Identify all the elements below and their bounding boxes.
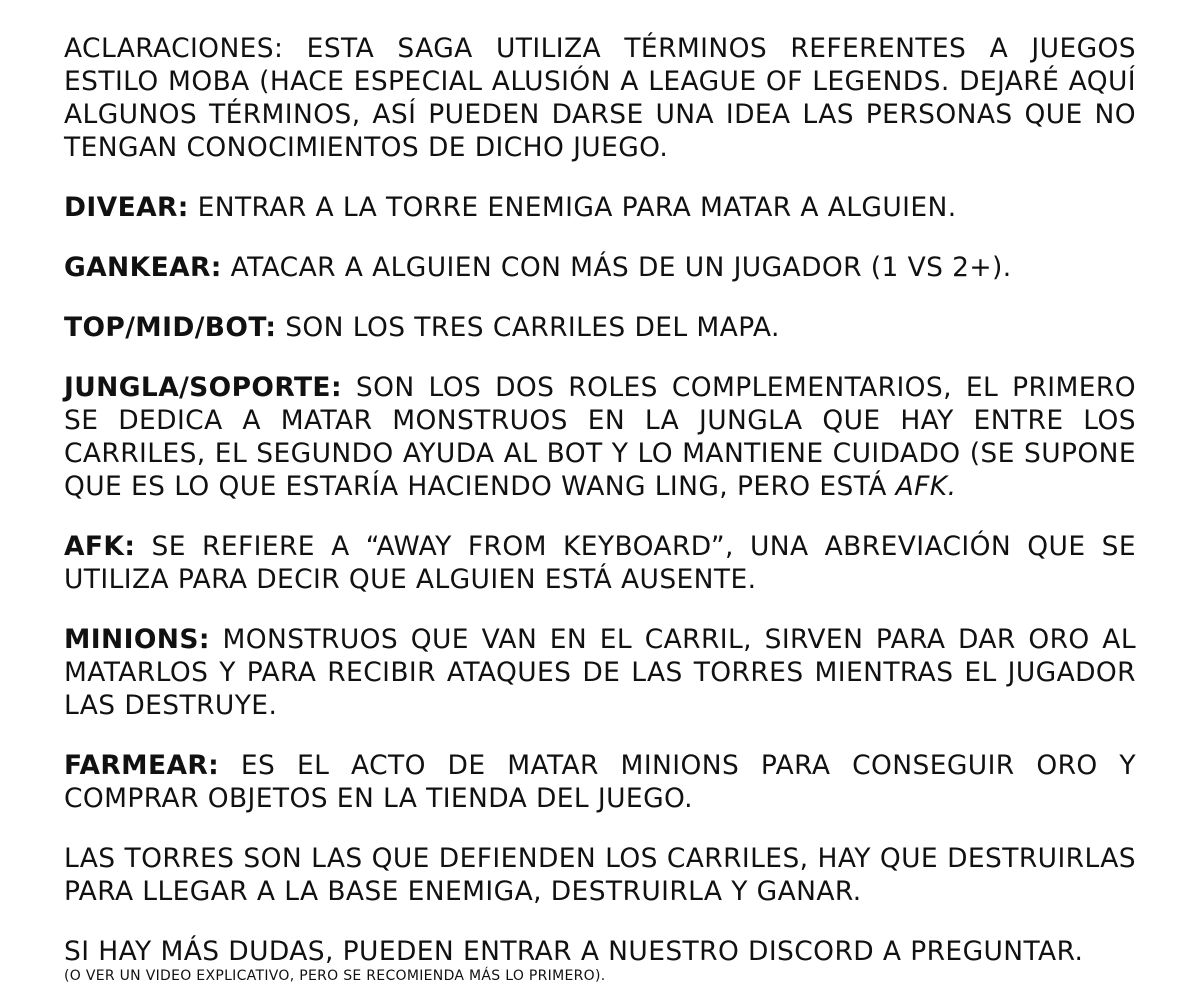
definition-jungla-soporte: [64, 371, 1136, 503]
definition-gankear: [64, 251, 1136, 284]
glossary-page: [64, 32, 1136, 985]
definition-emphasis: AFK.: [895, 471, 957, 502]
definition-top-mid-bot: [64, 311, 1136, 344]
definition-text: SON LOS DOS ROLES COMPLEMENTARIOS, EL PRIMERO SE DEDICA A MATAR MONSTRUOS EN LA JUNGLA QUE HAY ENTRE LOS CARRILES, EL SEGUNDO AYUDA AL BOT Y LO MANTIENE CUIDADO (SE SUPONE QUE ES LO QUE ESTARÍA HACIENDO WANG LING, PERO ESTÁ: [64, 372, 1136, 502]
definition-farmear: [64, 749, 1136, 815]
intro-paragraph: ACLARACIONES: ESTA SAGA UTILIZA TÉRMINOS REFERENTES A JUEGOS ESTILO MOBA (HACE ESPECIAL ALUSIÓN A LEAGUE OF LEGENDS. DEJARÉ AQUÍ ALGUNOS TÉRMINOS, ASÍ PUEDEN DARSE UNA IDEA LAS PERSONAS QUE NO TENGAN CONOCIMIENTOS DE DICHO JUEGO.: [64, 33, 1136, 163]
term-label: MINIONS:: [64, 624, 210, 655]
term-label: AFK:: [64, 531, 136, 562]
term-label: JUNGLA/SOPORTE:: [64, 372, 342, 403]
term-label: GANKEAR:: [64, 252, 222, 283]
definition-text: ATACAR A ALGUIEN CON MÁS DE UN JUGADOR (1 VS 2+).: [221, 252, 1012, 283]
term-label: FARMEAR:: [64, 750, 220, 781]
definition-text: ENTRAR A LA TORRE ENEMIGA PARA MATAR A ALGUIEN.: [188, 192, 957, 223]
definition-text: ES EL ACTO DE MATAR MINIONS PARA CONSEGUIR ORO Y COMPRAR OBJETOS EN LA TIENDA DEL JUEGO.: [64, 750, 1136, 814]
term-label: TOP/MID/BOT:: [64, 312, 277, 343]
closing-paragraph: SI HAY MÁS DUDAS, PUEDEN ENTRAR A NUESTRO DISCORD A PREGUNTAR.: [64, 936, 1084, 967]
definition-minions: [64, 623, 1136, 722]
definition-text: SE REFIERE A “AWAY FROM KEYBOARD”, UNA ABREVIACIÓN QUE SE UTILIZA PARA DECIR QUE ALGUIEN ESTÁ AUSENTE.: [64, 531, 1136, 595]
definition-divear: [64, 191, 1136, 224]
definition-afk: [64, 530, 1136, 596]
term-label: DIVEAR:: [64, 192, 189, 223]
towers-paragraph: LAS TORRES SON LAS QUE DEFIENDEN LOS CARRILES, HAY QUE DESTRUIRLAS PARA LLEGAR A LA BASE ENEMIGA, DESTRUIRLA Y GANAR.: [64, 843, 1136, 907]
definition-text: MONSTRUOS QUE VAN EN EL CARRIL, SIRVEN PARA DAR ORO AL MATARLOS Y PARA RECIBIR ATAQUES DE LAS TORRES MIENTRAS EL JUGADOR LAS DESTRUYE.: [64, 624, 1136, 721]
closing-note: (O VER UN VIDEO EXPLICATIVO, PERO SE RECOMIENDA MÁS LO PRIMERO).: [64, 968, 606, 984]
definition-text: SON LOS TRES CARRILES DEL MAPA.: [276, 312, 780, 343]
